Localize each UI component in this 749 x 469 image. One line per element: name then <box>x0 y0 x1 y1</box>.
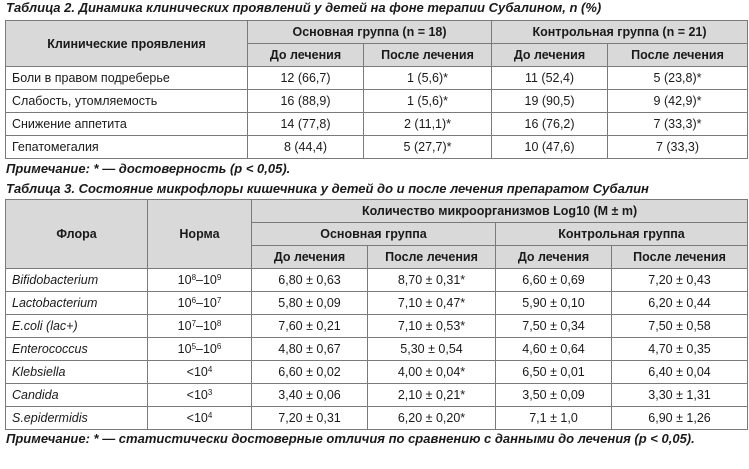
header-main-group: Основная группа <box>252 223 496 246</box>
cell-control-after: 7 (33,3) <box>608 136 748 159</box>
table-row <box>6 292 748 315</box>
table3-caption: Таблица 3. Состояние микрофлоры кишечника у детей до и после лечения препаратом Субалин <box>6 181 649 196</box>
table-row <box>6 136 748 159</box>
header-clinical-manifestations: Клинические проявления <box>6 21 248 67</box>
cell-control-before: 3,50 ± 0,09 <box>496 384 612 407</box>
header-control-before: До лечения <box>496 246 612 269</box>
cell-main-before: 6,80 ± 0,63 <box>252 269 368 292</box>
cell-main-before: 5,80 ± 0,09 <box>252 292 368 315</box>
header-control-after: После лечения <box>608 44 748 67</box>
table3-microflora <box>5 199 748 430</box>
row-label: Боли в правом подреберье <box>6 67 248 90</box>
header-main-before: До лечения <box>252 246 368 269</box>
header-main-before: До лечения <box>248 44 364 67</box>
header-control-before: До лечения <box>492 44 608 67</box>
cell-control-after: 7 (33,3)* <box>608 113 748 136</box>
cell-main-before: 7,20 ± 0,31 <box>252 407 368 430</box>
flora-name: Candida <box>6 384 148 407</box>
cell-control-before: 7,1 ± 1,0 <box>496 407 612 430</box>
flora-name: Klebsiella <box>6 361 148 384</box>
cell-main-after: 5 (27,7)* <box>364 136 492 159</box>
table-row <box>6 113 748 136</box>
cell-control-after: 5 (23,8)* <box>608 67 748 90</box>
flora-name: Bifidobacterium <box>6 269 148 292</box>
table-row <box>6 67 748 90</box>
flora-name: E.coli (lac+) <box>6 315 148 338</box>
cell-main-before: 8 (44,4) <box>248 136 364 159</box>
table-row <box>6 338 748 361</box>
cell-main-after: 7,10 ± 0,53* <box>368 315 496 338</box>
header-main-group: Основная группа (n = 18) <box>248 21 492 44</box>
cell-main-before: 3,40 ± 0,06 <box>252 384 368 407</box>
cell-control-before: 4,60 ± 0,64 <box>496 338 612 361</box>
cell-main-before: 6,60 ± 0,02 <box>252 361 368 384</box>
row-label: Снижение аппетита <box>6 113 248 136</box>
table-row <box>6 407 748 430</box>
table-row <box>6 361 748 384</box>
header-norm: Норма <box>148 200 252 269</box>
header-control-group: Контрольная группа (n = 21) <box>492 21 748 44</box>
cell-main-after: 7,10 ± 0,47* <box>368 292 496 315</box>
header-main-after: После лечения <box>368 246 496 269</box>
table2-clinical-manifestations <box>5 20 748 159</box>
cell-control-before: 19 (90,5) <box>492 90 608 113</box>
cell-main-before: 14 (77,8) <box>248 113 364 136</box>
cell-main-after: 5,30 ± 0,54 <box>368 338 496 361</box>
cell-norm: $<10^3$ <box>148 384 252 407</box>
cell-norm: $<10^4$ <box>148 407 252 430</box>
cell-control-after: 9 (42,9)* <box>608 90 748 113</box>
cell-main-after: 6,20 ± 0,20* <box>368 407 496 430</box>
cell-main-after: 1 (5,6)* <box>364 67 492 90</box>
cell-norm: $<10^4$ <box>148 361 252 384</box>
cell-control-before: 6,60 ± 0,69 <box>496 269 612 292</box>
cell-control-after: 7,20 ± 0,43 <box>612 269 748 292</box>
header-main-after: После лечения <box>364 44 492 67</box>
header-control-group: Контрольная группа <box>496 223 748 246</box>
cell-main-before: 7,60 ± 0,21 <box>252 315 368 338</box>
cell-main-before: 12 (66,7) <box>248 67 364 90</box>
cell-control-after: 6,20 ± 0,44 <box>612 292 748 315</box>
table-row <box>6 269 748 292</box>
cell-main-before: 4,80 ± 0,67 <box>252 338 368 361</box>
cell-norm: $10^7-10^8$ <box>148 315 252 338</box>
header-flora: Флора <box>6 200 148 269</box>
cell-control-after: 6,40 ± 0,04 <box>612 361 748 384</box>
table3-note: Примечание: * — статистически достоверные отличия по сравнению с данными до лечения (р < 0,05). <box>6 431 695 446</box>
cell-main-after: 4,00 ± 0,04* <box>368 361 496 384</box>
cell-control-before: 11 (52,4) <box>492 67 608 90</box>
cell-main-before: 16 (88,9) <box>248 90 364 113</box>
row-label: Слабость, утомляемость <box>6 90 248 113</box>
header-quantity: Количество микроорганизмов Log10 (M ± m) <box>252 200 748 223</box>
table-row <box>6 90 748 113</box>
cell-control-before: 16 (76,2) <box>492 113 608 136</box>
cell-control-after: 4,70 ± 0,35 <box>612 338 748 361</box>
header-control-after: После лечения <box>612 246 748 269</box>
flora-name: Enterococcus <box>6 338 148 361</box>
cell-control-before: 10 (47,6) <box>492 136 608 159</box>
cell-control-after: 7,50 ± 0,58 <box>612 315 748 338</box>
row-label: Гепатомегалия <box>6 136 248 159</box>
cell-main-after: 8,70 ± 0,31* <box>368 269 496 292</box>
cell-norm: $10^5-10^6$ <box>148 338 252 361</box>
cell-control-after: 3,30 ± 1,31 <box>612 384 748 407</box>
table-row <box>6 315 748 338</box>
cell-main-after: 2,10 ± 0,21* <box>368 384 496 407</box>
cell-main-after: 1 (5,6)* <box>364 90 492 113</box>
cell-control-before: 5,90 ± 0,10 <box>496 292 612 315</box>
cell-main-after: 2 (11,1)* <box>364 113 492 136</box>
cell-control-before: 6,50 ± 0,01 <box>496 361 612 384</box>
table-row <box>6 384 748 407</box>
cell-control-before: 7,50 ± 0,34 <box>496 315 612 338</box>
table2-note: Примечание: * — достоверность (р < 0,05). <box>6 161 291 176</box>
flora-name: Lactobacterium <box>6 292 148 315</box>
table2-caption: Таблица 2. Динамика клинических проявлений у детей на фоне терапии Субалином, n (%) <box>6 0 602 15</box>
cell-control-after: 6,90 ± 1,26 <box>612 407 748 430</box>
flora-name: S.epidermidis <box>6 407 148 430</box>
cell-norm: $10^6-10^7$ <box>148 292 252 315</box>
cell-norm: $10^8-10^9$ <box>148 269 252 292</box>
